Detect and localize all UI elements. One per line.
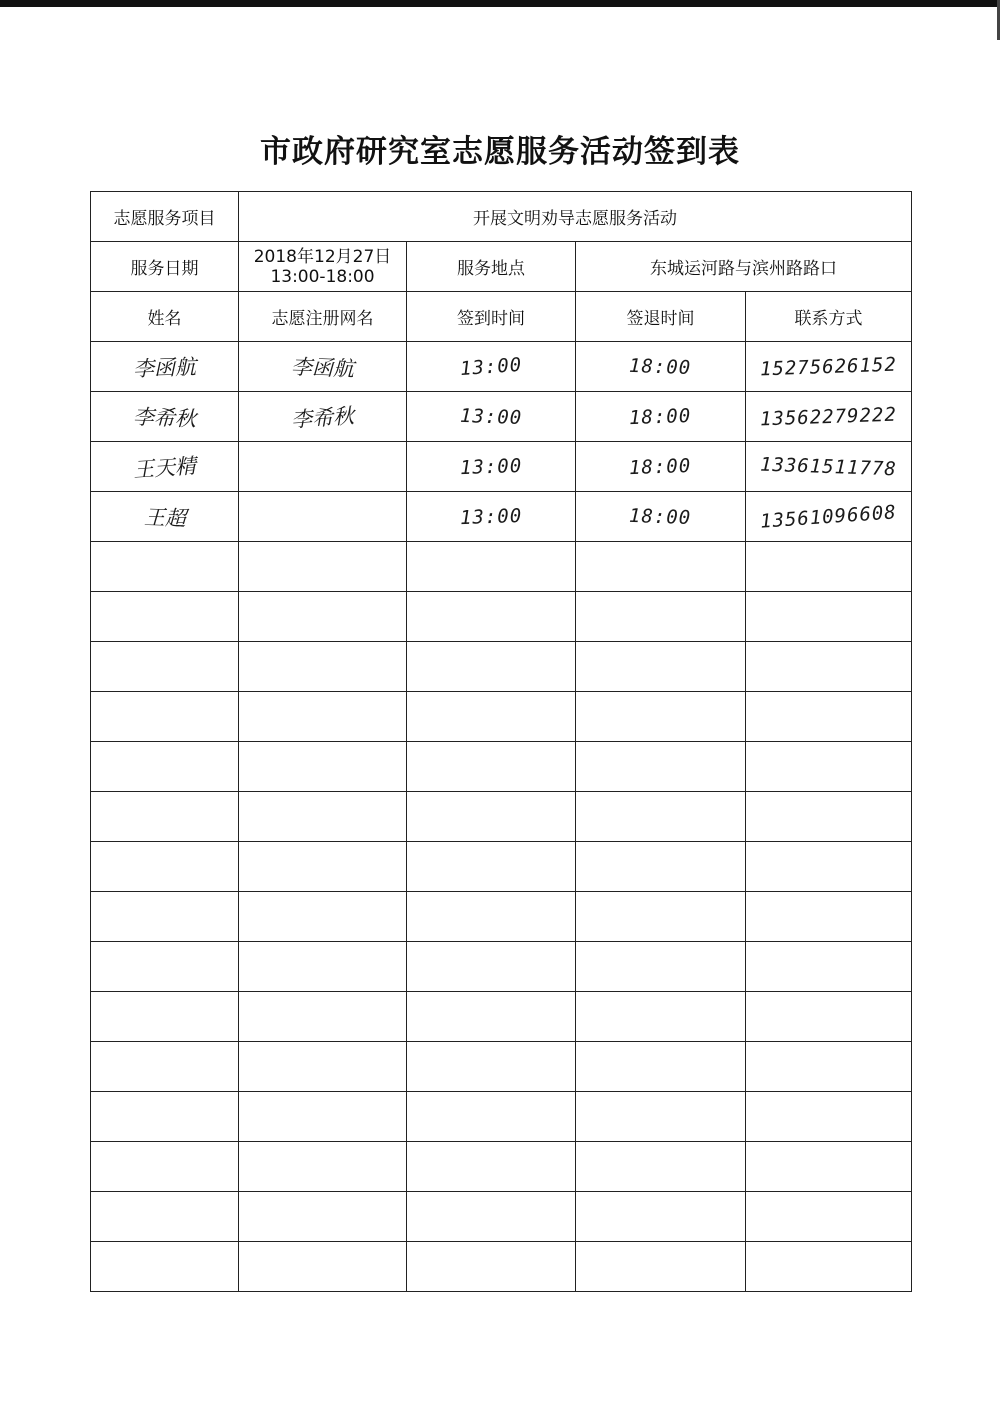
blank-cell — [91, 1092, 239, 1142]
project-label: 志愿服务项目 — [91, 192, 239, 242]
table-row-blank — [91, 642, 912, 692]
blank-cell — [407, 1242, 576, 1292]
blank-cell — [239, 1092, 407, 1142]
blank-cell — [239, 992, 407, 1042]
blank-cell — [746, 1192, 912, 1242]
table-row-blank — [91, 1142, 912, 1192]
blank-cell — [746, 642, 912, 692]
cell-reg-name — [239, 392, 407, 442]
blank-cell — [239, 1042, 407, 1092]
handwritten-sign-out: 18:00 — [629, 504, 692, 529]
cell-sign-in — [407, 492, 576, 542]
blank-cell — [91, 1042, 239, 1092]
blank-cell — [407, 892, 576, 942]
cell-reg-name — [239, 442, 407, 492]
date-location-row — [91, 242, 912, 292]
blank-cell — [407, 592, 576, 642]
blank-cell — [746, 1242, 912, 1292]
handwritten-name: 李希秋 — [132, 404, 197, 431]
table-row-blank — [91, 992, 912, 1042]
blank-cell — [239, 1242, 407, 1292]
cell-sign-out — [576, 392, 746, 442]
blank-cell — [576, 542, 746, 592]
table-row — [91, 342, 912, 392]
blank-cell — [576, 842, 746, 892]
blank-cell — [407, 742, 576, 792]
column-header-reg-name: 志愿注册网名 — [239, 292, 407, 342]
handwritten-sign-out: 18:00 — [629, 404, 692, 429]
blank-cell — [91, 692, 239, 742]
cell-sign-in — [407, 342, 576, 392]
blank-cell — [407, 642, 576, 692]
blank-cell — [239, 792, 407, 842]
cell-sign-in — [407, 392, 576, 442]
blank-cell — [91, 592, 239, 642]
handwritten-sign-in: 13:00 — [459, 504, 523, 529]
blank-cell — [407, 542, 576, 592]
scan-edge-top — [0, 0, 1000, 7]
table-row — [91, 442, 912, 492]
table-row-blank — [91, 542, 912, 592]
column-header-sign-out: 签退时间 — [576, 292, 746, 342]
blank-cell — [239, 742, 407, 792]
table-row-blank — [91, 1092, 912, 1142]
service-date-value — [239, 242, 407, 292]
blank-cell — [91, 542, 239, 592]
cell-name — [91, 342, 239, 392]
blank-cell — [746, 942, 912, 992]
location-label: 服务地点 — [407, 242, 576, 292]
table-row-blank — [91, 742, 912, 792]
location-value: 东城运河路与滨州路路口 — [576, 242, 912, 292]
blank-cell — [576, 1042, 746, 1092]
blank-cell — [746, 1042, 912, 1092]
handwritten-sign-out: 18:00 — [629, 454, 692, 479]
column-header-contact: 联系方式 — [746, 292, 912, 342]
cell-reg-name — [239, 492, 407, 542]
handwritten-sign-out: 18:00 — [629, 354, 692, 379]
blank-cell — [407, 942, 576, 992]
blank-cell — [91, 892, 239, 942]
blank-cell — [576, 1242, 746, 1292]
blank-cell — [91, 792, 239, 842]
column-header-sign-in: 签到时间 — [407, 292, 576, 342]
service-date-line1: 2018年12月27日 — [253, 246, 392, 267]
handwritten-name: 王天精 — [132, 453, 197, 482]
blank-cell — [746, 792, 912, 842]
cell-reg-name — [239, 342, 407, 392]
table-row-blank — [91, 1192, 912, 1242]
cell-sign-out — [576, 442, 746, 492]
blank-cell — [239, 1142, 407, 1192]
service-date-line2: 13:00-18:00 — [270, 266, 375, 287]
blank-cell — [576, 892, 746, 942]
blank-cell — [407, 842, 576, 892]
blank-cell — [239, 642, 407, 692]
column-header-name: 姓名 — [91, 292, 239, 342]
sign-in-sheet — [90, 191, 912, 1292]
handwritten-contact: 13562279222 — [759, 403, 898, 430]
blank-cell — [91, 942, 239, 992]
blank-cell — [239, 692, 407, 742]
blank-cell — [407, 1192, 576, 1242]
project-row — [91, 192, 912, 242]
handwritten-reg-name: 李希秋 — [290, 403, 355, 432]
project-value: 开展文明劝导志愿服务活动 — [239, 192, 912, 242]
page-title: 市政府研究室志愿服务活动签到表 — [260, 134, 740, 170]
blank-cell — [576, 1192, 746, 1242]
cell-contact — [746, 492, 912, 542]
handwritten-sign-in: 13:00 — [459, 353, 523, 380]
blank-cell — [407, 1042, 576, 1092]
blank-cell — [576, 942, 746, 992]
blank-cell — [746, 892, 912, 942]
blank-cell — [746, 842, 912, 892]
blank-cell — [239, 542, 407, 592]
blank-cell — [91, 842, 239, 892]
table-row-blank — [91, 1242, 912, 1292]
blank-cell — [746, 742, 912, 792]
table-row-blank — [91, 592, 912, 642]
table-row-blank — [91, 1042, 912, 1092]
handwritten-name: 王超 — [143, 504, 186, 531]
blank-cell — [576, 642, 746, 692]
handwritten-contact: 13561096608 — [759, 500, 898, 533]
blank-cell — [746, 692, 912, 742]
blank-cell — [576, 592, 746, 642]
blank-cell — [239, 892, 407, 942]
table-row — [91, 492, 912, 542]
blank-cell — [407, 1142, 576, 1192]
blank-cell — [91, 642, 239, 692]
blank-cell — [91, 992, 239, 1042]
handwritten-sign-in: 13:00 — [459, 404, 523, 429]
cell-sign-in — [407, 442, 576, 492]
blank-cell — [746, 542, 912, 592]
blank-cell — [91, 1142, 239, 1192]
blank-cell — [746, 592, 912, 642]
table-row-blank — [91, 942, 912, 992]
cell-contact — [746, 442, 912, 492]
blank-cell — [239, 1192, 407, 1242]
column-header-row — [91, 292, 912, 342]
blank-cell — [91, 742, 239, 792]
blank-cell — [746, 992, 912, 1042]
blank-cell — [91, 1192, 239, 1242]
table-row — [91, 392, 912, 442]
cell-name — [91, 442, 239, 492]
cell-sign-out — [576, 492, 746, 542]
blank-cell — [91, 1242, 239, 1292]
blank-cell — [407, 692, 576, 742]
handwritten-contact: 15275626152 — [759, 353, 898, 380]
blank-cell — [576, 692, 746, 742]
handwritten-contact: 13361511778 — [759, 453, 898, 480]
cell-name — [91, 492, 239, 542]
blank-cell — [576, 792, 746, 842]
cell-name — [91, 392, 239, 442]
blank-cell — [576, 1092, 746, 1142]
blank-cell — [746, 1092, 912, 1142]
table-row-blank — [91, 692, 912, 742]
handwritten-sign-in: 13:00 — [459, 454, 523, 479]
blank-cell — [576, 1142, 746, 1192]
table-row-blank — [91, 842, 912, 892]
blank-cell — [239, 942, 407, 992]
blank-cell — [746, 1142, 912, 1192]
table-row-blank — [91, 792, 912, 842]
blank-cell — [239, 842, 407, 892]
blank-cell — [407, 992, 576, 1042]
blank-cell — [576, 742, 746, 792]
handwritten-reg-name: 李函航 — [290, 354, 355, 381]
service-date-label: 服务日期 — [91, 242, 239, 292]
blank-cell — [407, 792, 576, 842]
blank-cell — [576, 992, 746, 1042]
blank-cell — [239, 592, 407, 642]
blank-cell — [407, 1092, 576, 1142]
cell-contact — [746, 342, 912, 392]
cell-contact — [746, 392, 912, 442]
cell-sign-out — [576, 342, 746, 392]
table-row-blank — [91, 892, 912, 942]
handwritten-name: 李函航 — [132, 354, 197, 381]
